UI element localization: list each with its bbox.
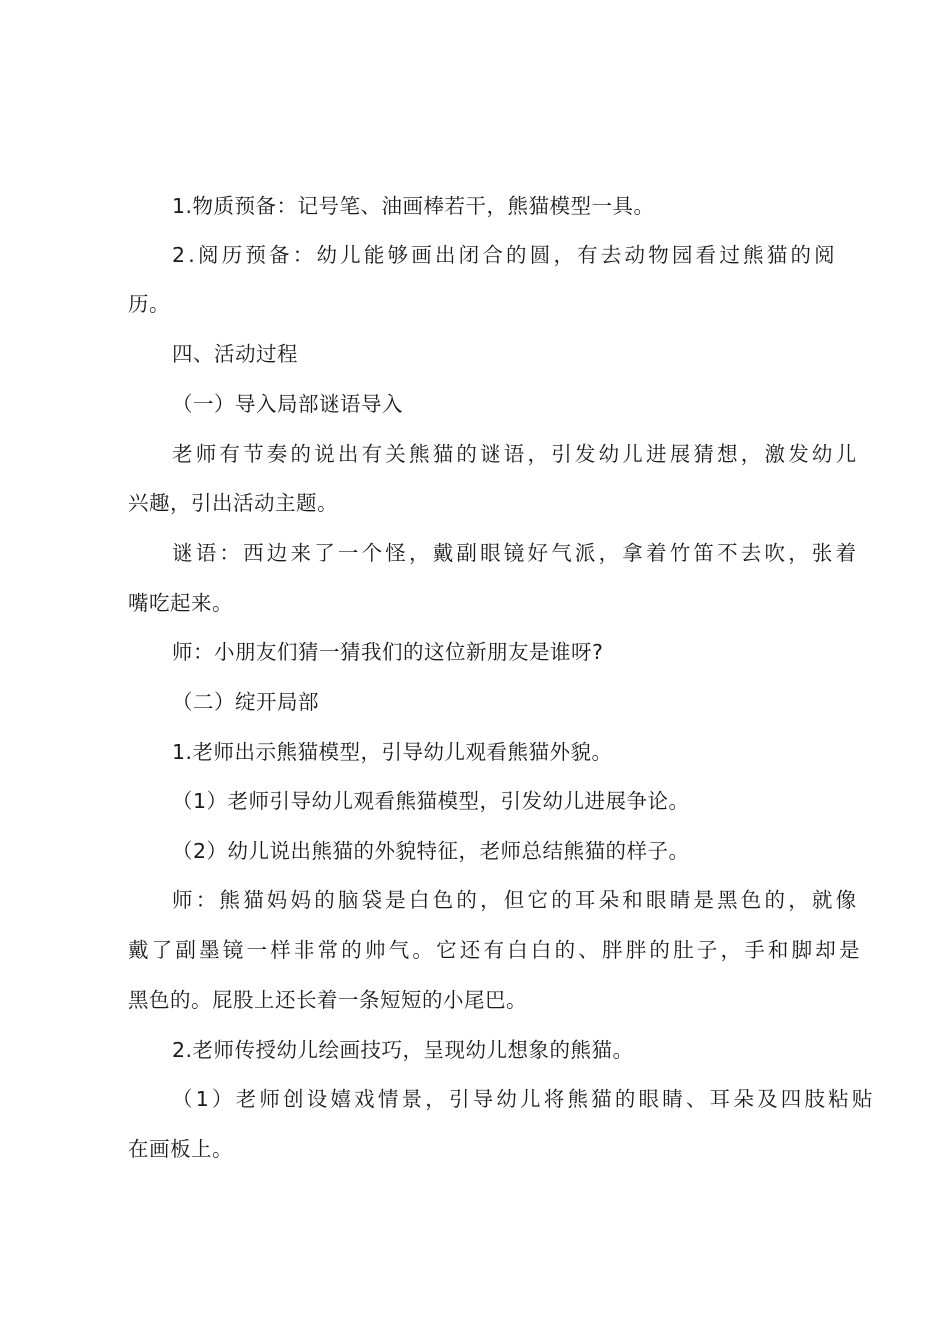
paragraph-describe-features: （2）幼儿说出熊猫的外貌特征，老师总结熊猫的样子。	[172, 839, 690, 863]
paragraph-experience-prep-cont: 历。	[128, 292, 170, 316]
subsection-heading-intro: （一）导入局部谜语导入	[172, 392, 403, 416]
paragraph-game-scenario-cont: 在画板上。	[128, 1137, 233, 1161]
paragraph-teacher-description-cont: 戴了副墨镜一样非常的帅气。它还有白白的、胖胖的肚子，手和脚却是	[128, 938, 863, 962]
paragraph-observe-model: （1）老师引导幼儿观看熊猫模型，引发幼儿进展争论。	[172, 789, 690, 813]
paragraph-teacher-description: 师：熊猫妈妈的脑袋是白色的，但它的耳朵和眼睛是黑色的，就像	[172, 888, 860, 912]
paragraph-experience-prep: 2.阅历预备：幼儿能够画出闭合的圆，有去动物园看过熊猫的阅	[172, 243, 838, 267]
paragraph-riddle-text: 谜语：西边来了一个怪，戴副眼镜好气派，拿着竹笛不去吹，张着	[172, 541, 860, 565]
paragraph-teacher-riddle-cont: 兴趣，引出活动主题。	[128, 491, 338, 515]
paragraph-game-scenario: （1）老师创设嬉戏情景，引导幼儿将熊猫的眼睛、耳朵及四肢粘贴	[172, 1087, 876, 1111]
subsection-heading-develop: （二）绽开局部	[172, 690, 319, 714]
paragraph-show-model: 1.老师出示熊猫模型，引导幼儿观看熊猫外貌。	[172, 740, 613, 764]
paragraph-material-prep: 1.物质预备：记号笔、油画棒若干，熊猫模型一具。	[172, 194, 655, 218]
paragraph-drawing-skills: 2.老师传授幼儿绘画技巧，呈现幼儿想象的熊猫。	[172, 1038, 634, 1062]
paragraph-teacher-question: 师：小朋友们猜一猜我们的这位新朋友是谁呀?	[172, 640, 604, 664]
paragraph-teacher-riddle: 老师有节奏的说出有关熊猫的谜语，引发幼儿进展猜想，激发幼儿	[172, 442, 860, 466]
paragraph-riddle-text-cont: 嘴吃起来。	[128, 591, 233, 615]
section-heading-activity-process: 四、活动过程	[172, 342, 298, 366]
paragraph-teacher-description-end: 黑色的。屁股上还长着一条短短的小尾巴。	[128, 988, 527, 1012]
